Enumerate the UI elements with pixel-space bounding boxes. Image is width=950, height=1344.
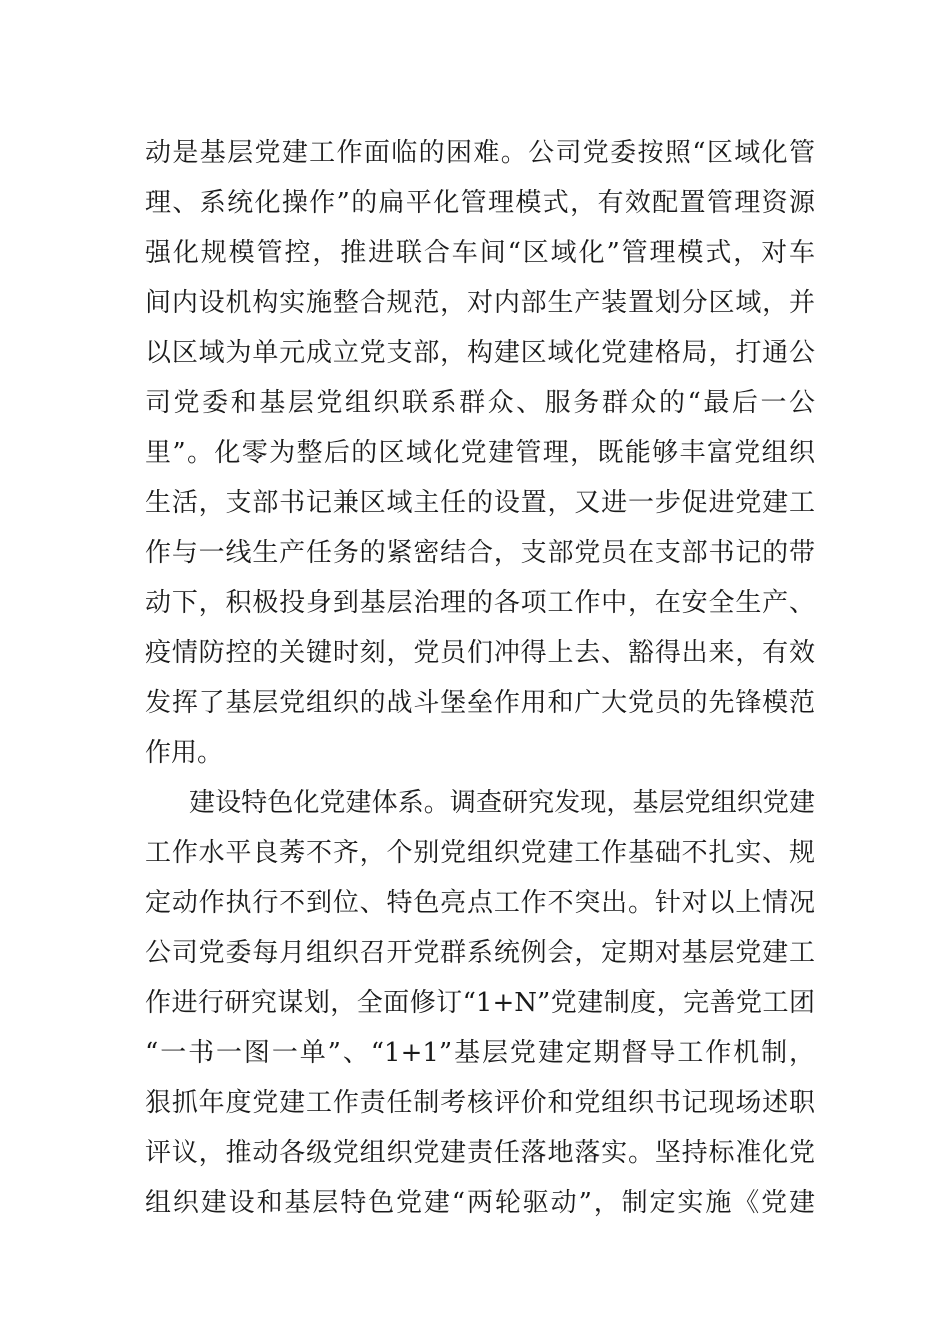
text-line: 疫情防控的关键时刻，党员们冲得上去、豁得出来，有效 <box>145 638 815 668</box>
text-line: 动是基层党建工作面临的困难。公司党委按照“区域化管 <box>145 138 815 168</box>
text-line: 生活，支部书记兼区域主任的设置，又进一步促进党建工 <box>145 488 815 518</box>
text-line: 里”。化零为整后的区域化党建管理，既能够丰富党组织 <box>145 438 815 468</box>
text-line: 司党委和基层党组织联系群众、服务群众的“最后一公 <box>145 388 815 418</box>
text-line: 以区域为单元成立党支部，构建区域化党建格局，打通公 <box>145 338 815 368</box>
text-line: 理、系统化操作”的扁平化管理模式，有效配置管理资源 <box>145 188 815 218</box>
text-line: 间内设机构实施整合规范，对内部生产装置划分区域，并 <box>145 288 815 318</box>
text-line: 建设特色化党建体系。调查研究发现，基层党组织党建 <box>189 788 815 818</box>
body-text <box>145 128 815 1228</box>
text-line: 发挥了基层党组织的战斗堡垒作用和广大党员的先锋模范 <box>145 688 815 718</box>
text-line: 定动作执行不到位、特色亮点工作不突出。针对以上情况 <box>145 888 815 918</box>
text-line: 动下，积极投身到基层治理的各项工作中，在安全生产、 <box>145 588 815 618</box>
text-line: 狠抓年度党建工作责任制考核评价和党组织书记现场述职 <box>145 1088 815 1118</box>
text-line: 工作水平良莠不齐，个别党组织党建工作基础不扎实、规 <box>145 838 815 868</box>
text-line: “一书一图一单”、“1+1”基层党建定期督导工作机制， <box>145 1038 815 1068</box>
text-line: 评议，推动各级党组织党建责任落地落实。坚持标准化党 <box>145 1138 815 1168</box>
text-line: 组织建设和基层特色党建“两轮驱动”，制定实施《党建 <box>145 1188 815 1218</box>
text-line: 作用。 <box>145 738 224 768</box>
text-line: 作进行研究谋划，全面修订“1+N”党建制度，完善党工团 <box>145 988 815 1018</box>
text-line: 作与一线生产任务的紧密结合，支部党员在支部书记的带 <box>145 538 815 568</box>
paragraph-2 <box>145 778 815 1228</box>
text-line: 公司党委每月组织召开党群系统例会，定期对基层党建工 <box>145 938 815 968</box>
paragraph-1 <box>145 128 815 778</box>
text-line: 强化规模管控，推进联合车间“区域化”管理模式，对车 <box>145 238 815 268</box>
